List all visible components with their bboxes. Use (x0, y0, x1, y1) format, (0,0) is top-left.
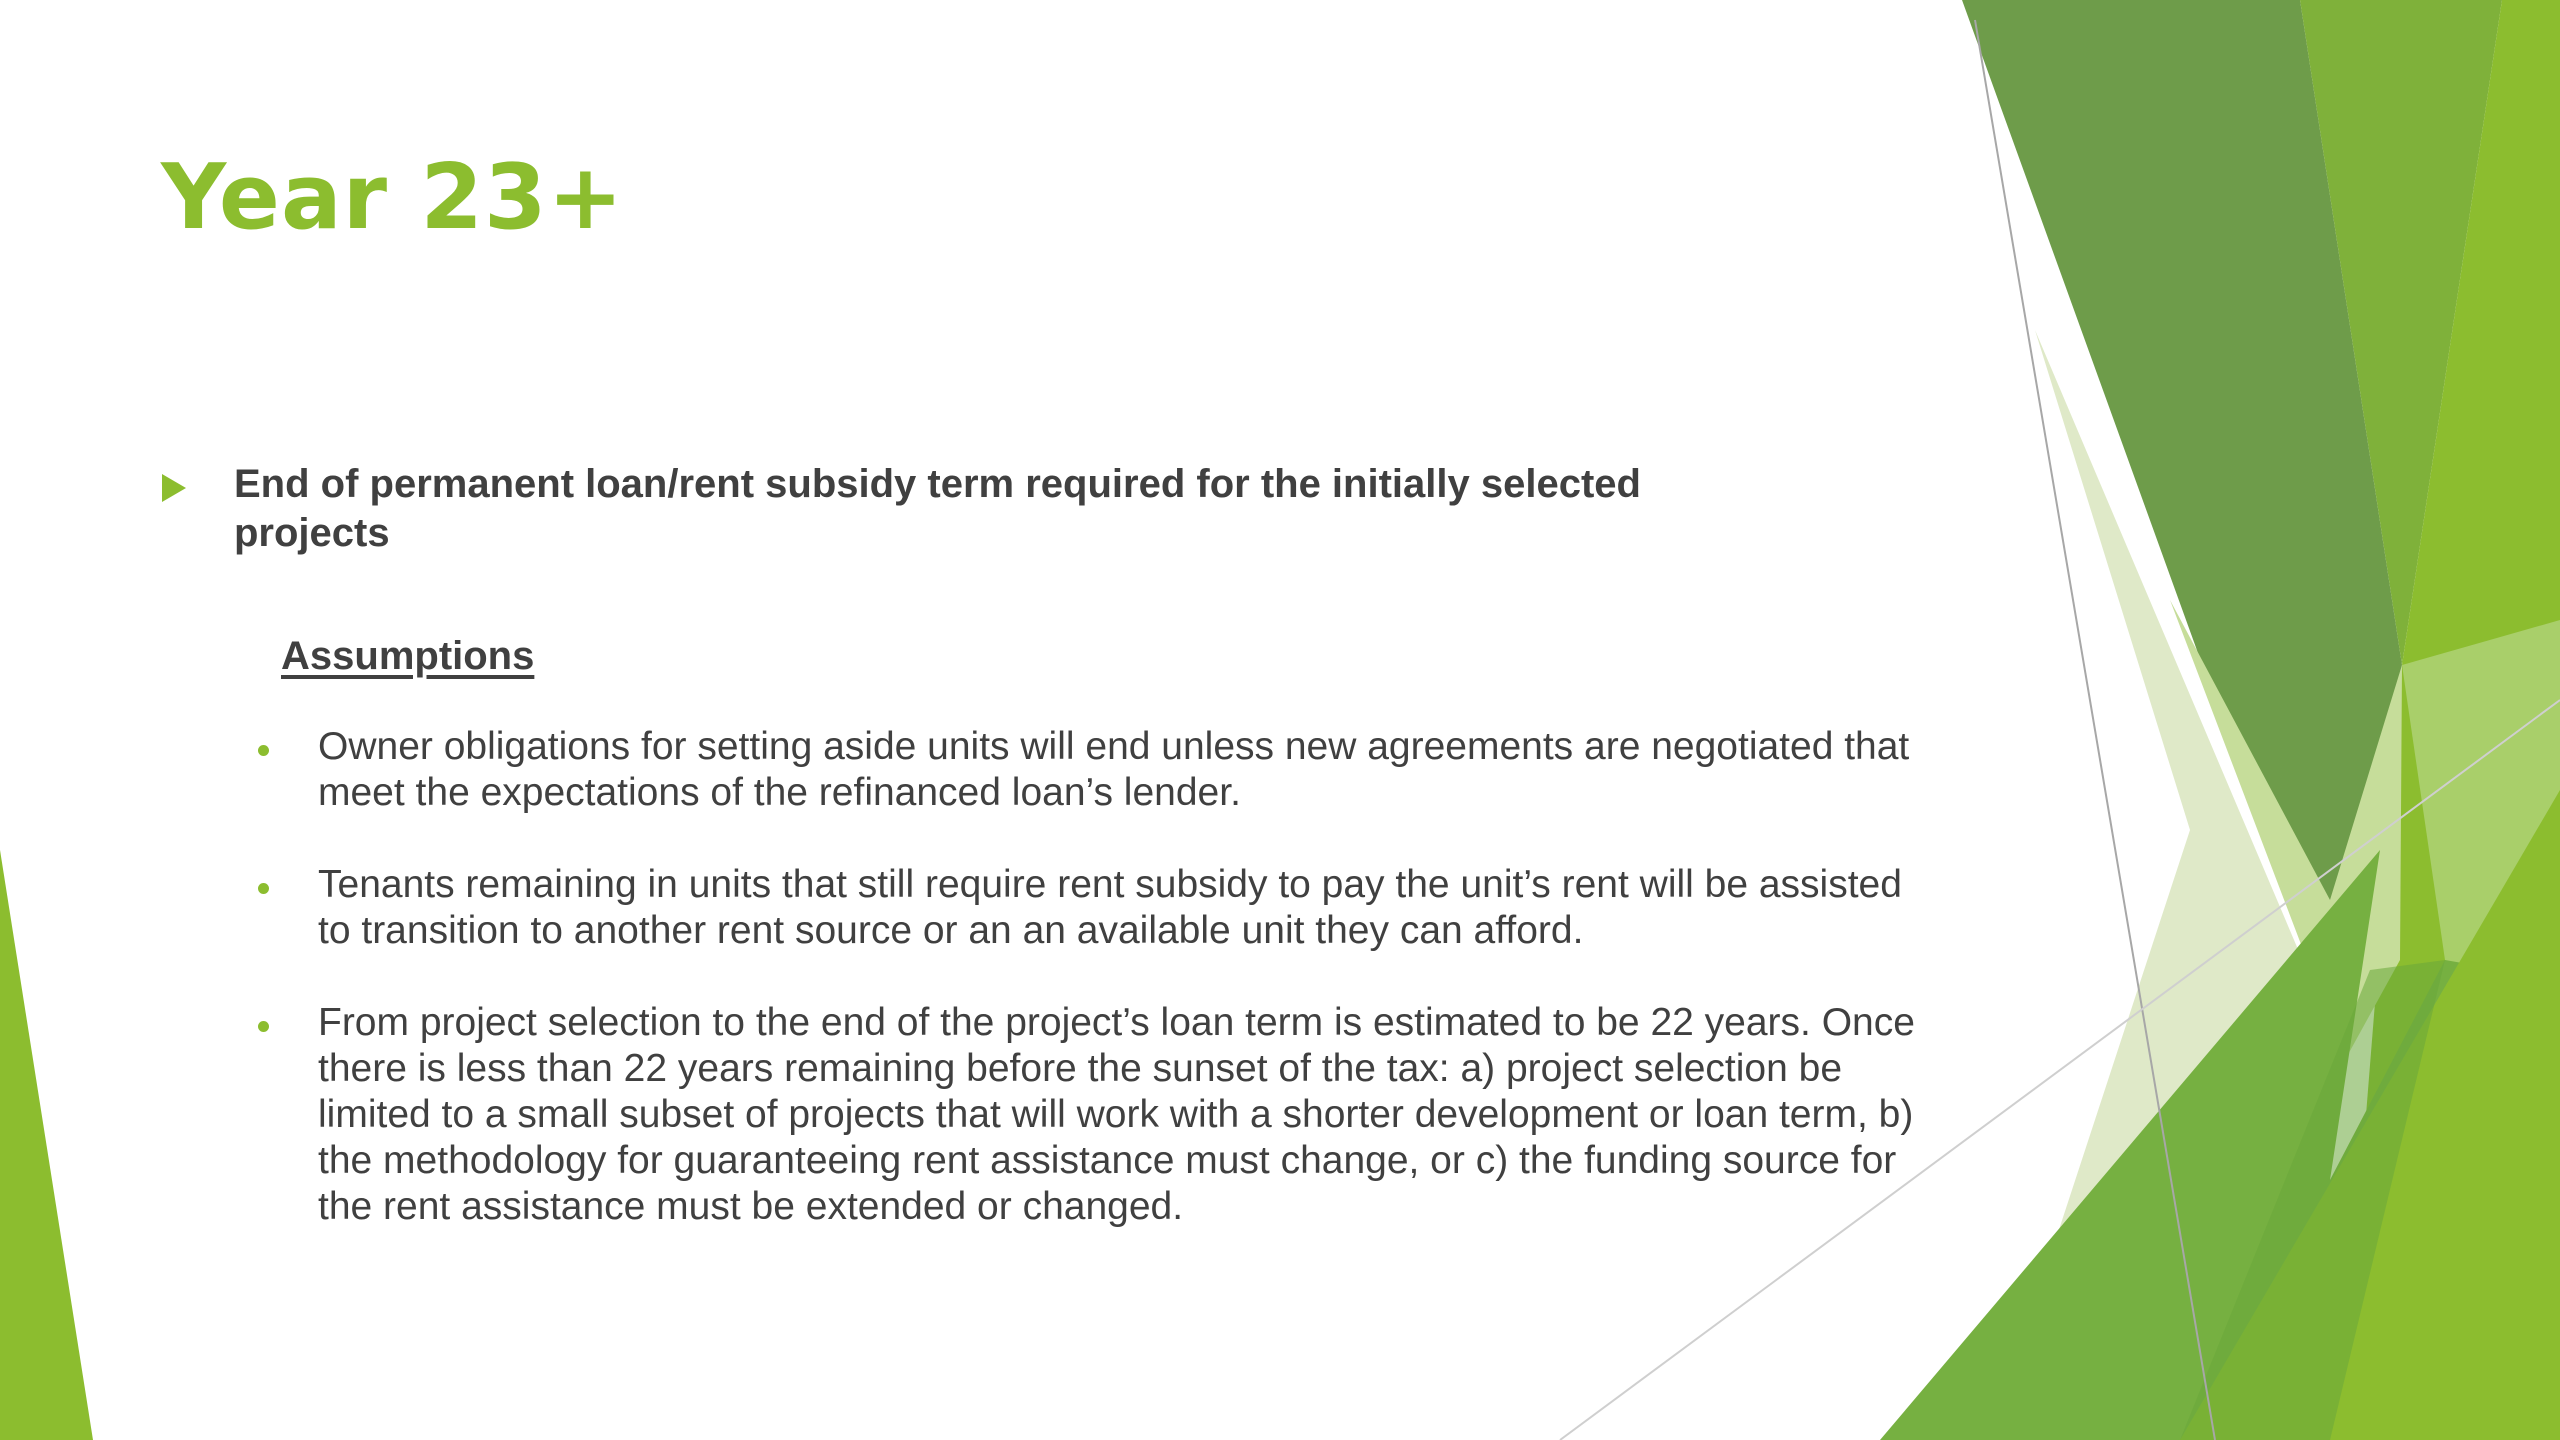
list-item (255, 1000, 1935, 1230)
main-bullet-text: End of permanent loan/rent subsidy term required for the initially selected projects (234, 462, 1641, 555)
left-green-sliver (0, 850, 93, 1440)
dot-bullet-icon (258, 883, 269, 894)
assumption-text: From project selection to the end of the project’s loan term is estimated to be 22 years. Once there is less than 22 years remaining before the sunset of the tax: a) project selection be limited to a small subset of projects that will work with a shorter development or loan term, b) the methodology for guaranteeing rent assistance must change, or c) the funding source for the rent assistance must be extended or changed. (318, 1001, 1915, 1228)
list-item (255, 724, 1935, 816)
dot-bullet-icon (258, 1021, 269, 1032)
main-bullet (162, 460, 1802, 558)
assumption-text: Tenants remaining in units that still require rent subsidy to pay the unit’s rent will be assisted to transition to another rent source or an an available unit they can afford. (318, 863, 1902, 952)
slide-title: Year 23+ (161, 145, 625, 250)
assumptions-list (255, 724, 1935, 1276)
list-item (255, 862, 1935, 954)
assumptions-heading: Assumptions (281, 634, 535, 678)
dot-bullet-icon (258, 745, 269, 756)
assumption-text: Owner obligations for setting aside units will end unless new agreements are negotiated that meet the expectations of the refinanced loan’s lender. (318, 725, 1910, 814)
arrow-bullet-icon (162, 474, 186, 502)
